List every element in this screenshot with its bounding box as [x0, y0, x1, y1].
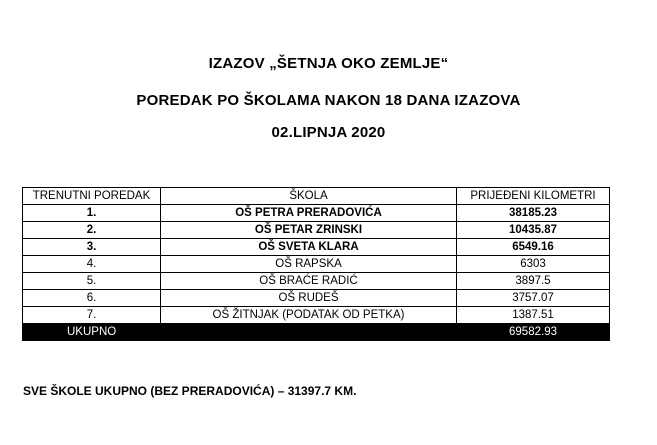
column-header-school: ŠKOLA [161, 188, 457, 205]
page-subtitle: POREDAK PO ŠKOLAMA NAKON 18 DANA IZAZOVA [136, 92, 521, 109]
rank-cell: 5. [23, 273, 161, 290]
total-label: UKUPNO [23, 324, 161, 341]
school-cell: OŠ RAPSKA [161, 256, 457, 273]
total-value: 69582.93 [457, 324, 610, 341]
km-cell: 3757.07 [457, 290, 610, 307]
rank-cell: 7. [23, 307, 161, 324]
table-row [23, 222, 610, 239]
table-row [23, 307, 610, 324]
page-title: IZAZOV „ŠETNJA OKO ZEMLJE“ [208, 55, 449, 72]
ranking-table [22, 187, 610, 341]
km-cell: 1387.51 [457, 307, 610, 324]
total-empty-cell [161, 324, 457, 341]
table-row [23, 239, 610, 256]
page-date: 02.LIPNJA 2020 [271, 124, 386, 141]
school-cell: OŠ PETRA PRERADOVIĆA [161, 205, 457, 222]
km-cell: 6549.16 [457, 239, 610, 256]
table-row [23, 290, 610, 307]
rank-cell: 2. [23, 222, 161, 239]
school-cell: OŠ RUDEŠ [161, 290, 457, 307]
km-cell: 3897.5 [457, 273, 610, 290]
rank-cell: 6. [23, 290, 161, 307]
table-row [23, 273, 610, 290]
school-cell: OŠ PETAR ZRINSKI [161, 222, 457, 239]
rank-cell: 4. [23, 256, 161, 273]
summary-note: SVE ŠKOLE UKUPNO (BEZ PRERADOVIĆA) – 31397.7 KM. [23, 384, 357, 398]
school-cell: OŠ BRAĆE RADIĆ [161, 273, 457, 290]
column-header-km: PRIJEĐENI KILOMETRI [457, 188, 610, 205]
table-row [23, 256, 610, 273]
total-row [23, 324, 610, 341]
table-header-row [23, 188, 610, 205]
km-cell: 38185.23 [457, 205, 610, 222]
km-cell: 10435.87 [457, 222, 610, 239]
km-cell: 6303 [457, 256, 610, 273]
school-cell: OŠ ŽITNJAK (PODATAK OD PETKA) [161, 307, 457, 324]
table-row [23, 205, 610, 222]
ranking-table-body [23, 188, 610, 341]
rank-cell: 3. [23, 239, 161, 256]
rank-cell: 1. [23, 205, 161, 222]
school-cell: OŠ SVETA KLARA [161, 239, 457, 256]
column-header-rank: TRENUTNI POREDAK [23, 188, 161, 205]
